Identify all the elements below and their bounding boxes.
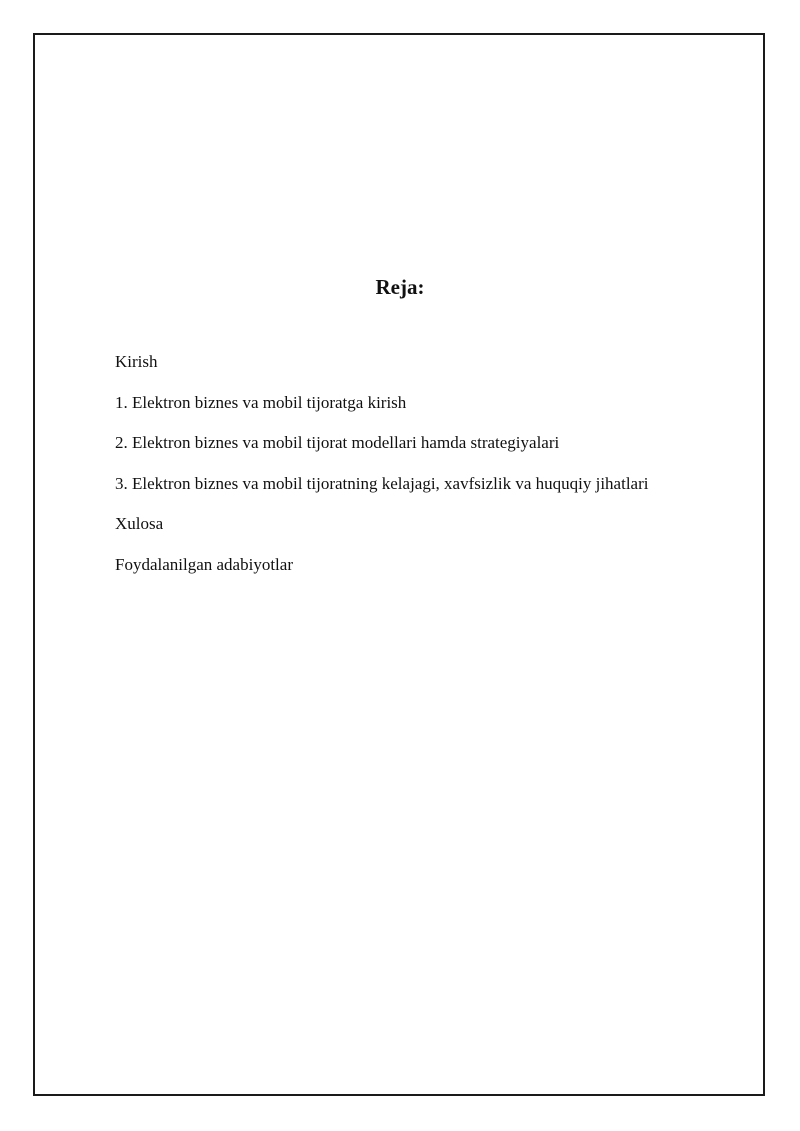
plan-item-conclusion: Xulosa [115,514,164,533]
plan-item-2: 2. Elektron biznes va mobil tijorat modellari hamda strategiyalari [115,433,560,452]
plan-item-introduction: Kirish [115,352,158,371]
plan-item-references: Foydalanilgan adabiyotlar [115,554,293,574]
plan-list [115,349,648,592]
plan-item-3: 3. Elektron biznes va mobil tijoratning kelajagi, xavfsizlik va huquqiy jihatlari [115,473,649,493]
plan-item-1: 1. Elektron biznes va mobil tijoratga kirish [115,392,407,412]
page-title: Reja: [375,275,425,299]
